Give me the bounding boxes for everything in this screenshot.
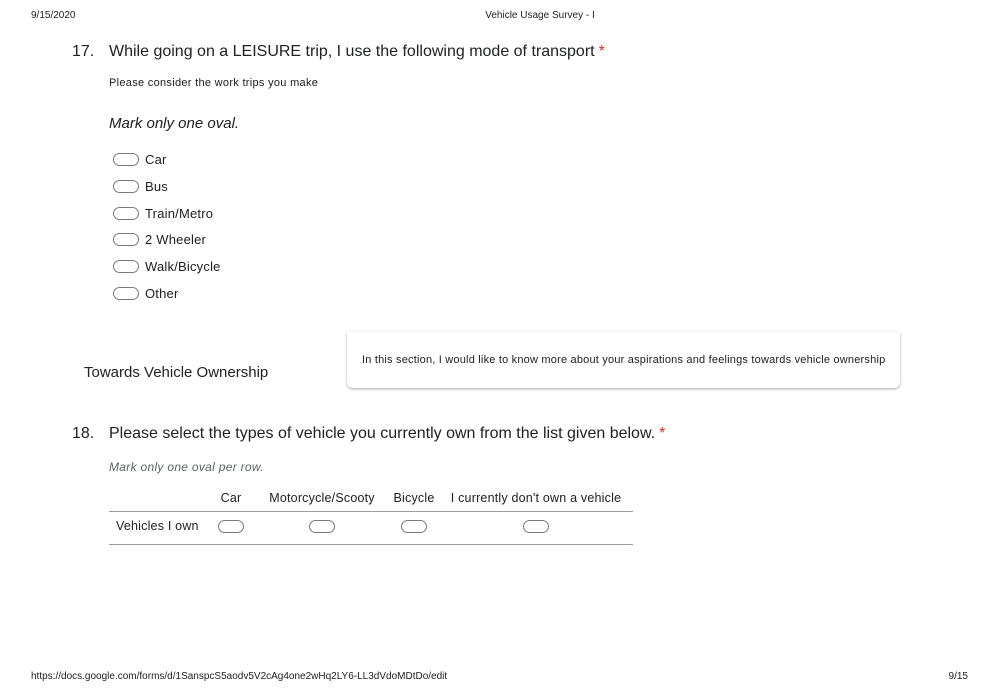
section-title: Towards Vehicle Ownership [84,364,269,381]
grid-oval-motorcycle-scooty[interactable] [309,520,335,533]
option-walk-bicycle[interactable] [113,257,221,275]
radio-oval[interactable] [113,180,139,193]
option-label: Walk/Bicycle [145,258,221,274]
radio-oval[interactable] [113,260,139,273]
required-asterisk: * [598,43,605,60]
option-label: 2 Wheeler [145,231,207,247]
radio-oval[interactable] [113,287,139,300]
grid-column-bicycle: Bicycle [393,491,435,505]
question-18-label: Please select the types of vehicle you currently own from the list given below. [109,425,656,442]
print-date: 9/15/2020 [31,10,76,21]
section-description: In this section, I would like to know more about your aspirations and feelings towards vehicle ownership [362,354,886,366]
question-17-number: 17. [72,43,95,60]
question-17-label: While going on a LEISURE trip, I use the following mode of transport [109,43,595,60]
option-bus[interactable] [113,177,168,195]
grid-oval-bicycle[interactable] [401,520,427,533]
question-17-text [109,43,605,61]
print-title: Vehicle Usage Survey - I [485,10,595,21]
option-label: Train/Metro [145,205,214,221]
option-label: Car [145,151,167,167]
radio-oval[interactable] [113,207,139,220]
question-18-text [109,425,665,443]
grid-column-motorcycle-scooty: Motorcycle/Scooty [269,491,375,505]
grid-divider-top [109,511,633,512]
radio-oval[interactable] [113,233,139,246]
option-train-metro[interactable] [113,204,213,222]
option-2-wheeler[interactable] [113,230,206,248]
option-label: Other [145,285,179,301]
option-car[interactable] [113,150,167,168]
grid-oval-car[interactable] [218,520,244,533]
radio-oval[interactable] [113,153,139,166]
question-18-instruction: Mark only one oval per row. [109,460,264,474]
grid-row-label: Vehicles I own [116,519,199,533]
question-17-helper: Please consider the work trips you make [109,77,319,89]
page-number: 9/15 [948,671,968,682]
print-url: https://docs.google.com/forms/d/1SanspcS5aodv5V2cAg4one2wHq2LY6-LL3dVdoMDtDo/edit [31,671,448,682]
grid-divider-bottom [109,544,633,545]
option-label: Bus [145,178,169,194]
grid-column-no-vehicle: I currently don't own a vehicle [450,491,622,505]
section-description-card [347,332,900,388]
option-other[interactable] [113,284,179,302]
question-17-instruction: Mark only one oval. [109,115,240,132]
grid-column-car: Car [220,491,242,505]
required-asterisk: * [659,425,666,442]
question-18-number: 18. [72,425,95,442]
grid-oval-no-vehicle[interactable] [523,520,549,533]
